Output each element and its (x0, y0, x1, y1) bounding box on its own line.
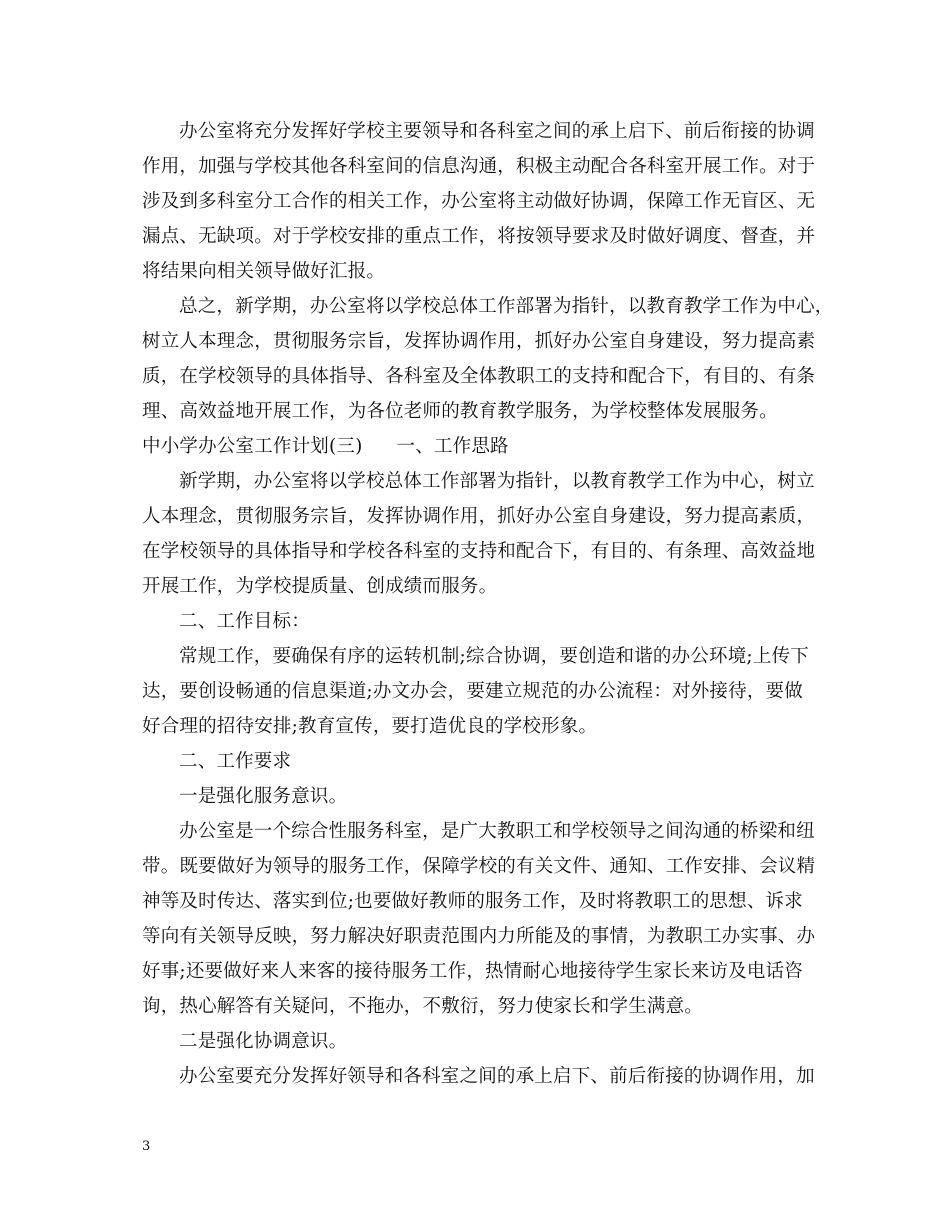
paragraph-line: 质，在学校领导的具体指导、各科室及全体教职工的支持和配合下，有目的、有条 (142, 366, 816, 387)
paragraph-line: 新学期，办公室将以学校总体工作部署为指针，以教育教学工作为中心，树立 (179, 471, 815, 492)
paragraph-line: 总之，新学期，办公室将以学校总体工作部署为指针，以教育教学工作为中心， (179, 296, 834, 317)
section-heading-line (142, 429, 812, 464)
paragraph-line: 人本理念，贯彻服务宗旨，发挥协调作用，抓好办公室自身建设，努力提高素质， (142, 506, 816, 527)
paragraph-line: 办公室要充分发挥好领导和各科室之间的承上启下、前后衔接的协调作用，加 (179, 1066, 815, 1087)
page-number: 3 (142, 1139, 151, 1154)
paragraph-line: 漏点、无缺项。对于学校安排的重点工作，将按领导要求及时做好调度、督查，并 (142, 226, 816, 247)
subheading: 二是强化协调意识。 (179, 1031, 348, 1052)
paragraph-line: 好合理的招待安排;教育宣传，要打造优良的学校形象。 (142, 716, 598, 737)
section-heading: 二、工作要求 (179, 751, 292, 772)
paragraph-line: 开展工作，为学校提质量、创成绩而服务。 (142, 576, 498, 597)
section-heading: 一、工作思路 (396, 436, 509, 457)
paragraph-line: 树立人本理念，贯彻服务宗旨，发挥协调作用，抓好办公室自身建设，努力提高素 (142, 331, 816, 352)
paragraph-line: 将结果向相关领导做好汇报。 (142, 261, 386, 282)
paragraph-line: 涉及到多科室分工合作的相关工作，办公室将主动做好协调，保障工作无盲区、无 (142, 191, 816, 212)
paragraph-line: 达，要创设畅通的信息渠道;办文办会，要建立规范的办公流程：对外接待，要做 (142, 681, 803, 702)
paragraph-line: 办公室是一个综合性服务科室，是广大教职工和学校领导之间沟通的桥梁和纽 (179, 821, 815, 842)
document-body (142, 114, 834, 1094)
paragraph-line: 理、高效益地开展工作，为各位老师的教育教学服务，为学校整体发展服务。 (142, 401, 778, 422)
paragraph-line: 询，热心解答有关疑问，不拖办，不敷衍，努力使家长和学生满意。 (142, 996, 704, 1017)
plan-title: 中小学办公室工作计划(三) (142, 436, 363, 457)
paragraph-line: 神等及时传达、落实到位;也要做好教师的服务工作，及时将教职工的思想、诉求 (142, 891, 803, 912)
paragraph-line: 常规工作，要确保有序的运转机制;综合协调，要创造和谐的办公环境;上传下 (179, 646, 809, 667)
paragraph-line: 等向有关领导反映，努力解决好职责范围内力所能及的事情，为教职工办实事、办 (142, 926, 816, 947)
paragraph-line: 办公室将充分发挥好学校主要领导和各科室之间的承上启下、前后衔接的协调 (179, 121, 815, 142)
paragraph-line: 在学校领导的具体指导和学校各科室的支持和配合下，有目的、有条理、高效益地 (142, 541, 816, 562)
paragraph-line: 带。既要做好为领导的服务工作，保障学校的有关文件、通知、工作安排、会议精 (142, 856, 816, 877)
section-heading: 二、工作目标： (179, 611, 310, 632)
subheading: 一是强化服务意识。 (179, 786, 348, 807)
paragraph-line: 好事;还要做好来人来客的接待服务工作，热情耐心地接待学生家长来访及电话咨 (142, 961, 803, 982)
paragraph-line: 作用，加强与学校其他各科室间的信息沟通，积极主动配合各科室开展工作。对于 (142, 156, 816, 177)
